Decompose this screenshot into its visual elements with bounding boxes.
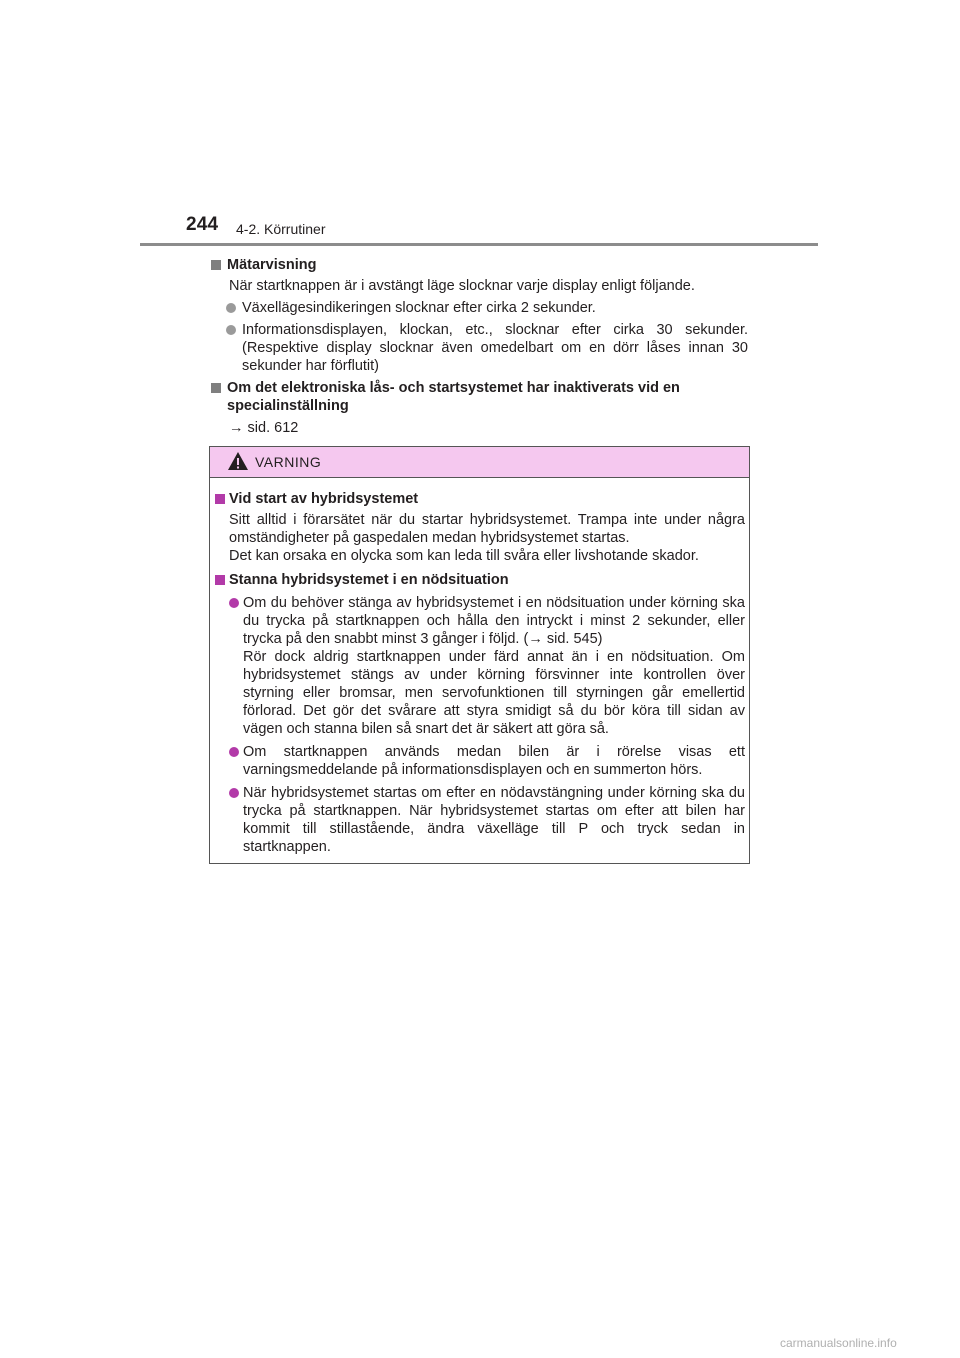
warning-section-heading-text: Vid start av hybridsystemet [229,491,419,507]
square-bullet-icon [215,575,225,585]
main-content [210,253,748,437]
header-rule [140,243,818,246]
warning-title: VARNING [255,454,322,470]
circle-bullet-icon [229,788,239,798]
page-reference-text: sid. 612 [247,420,299,436]
list-item [215,743,745,779]
list-item-text: När hybridsystemet startas om efter en nödavstängning under körning ska du trycka på startknappen. När hybridsystemet startas om efter att bilen har kommit till stillastående, ändra växelläge till P och tryck sedan in startknappen. [243,785,745,855]
square-bullet-icon [211,383,221,393]
warning-section-heading-text: Stanna hybridsystemet i en nödsituation [229,572,509,588]
warning-section-heading [215,490,745,508]
list-item [210,321,748,375]
watermark: carmanualsonline.info [780,1336,897,1350]
list-item [210,299,748,317]
page-reference [210,419,748,437]
circle-bullet-icon [229,598,239,608]
list-item [215,594,745,738]
warning-body [210,478,749,856]
list-item-text: Rör dock aldrig startknappen under färd annat än i en nödsituation. Om hybridsystemet stängs av under körning försvinner inte kontrollen över styrning eller bromsar, men servofunktionen till styrningen går emellertid förlorad. Det gör det svårare att styra smidigt så du bör köra till sidan av vägen och stanna bilen så snart det är säkert att göra så. [243,649,745,737]
list-item-text: Om startknappen används medan bilen är i rörelse visas ett varningsmeddelande på informationsdisplayen och en summerton hörs. [243,744,745,778]
page-number: 244 [186,214,219,235]
lock-system-heading [210,379,748,415]
meter-heading [210,256,748,274]
section-title: 4-2. Körrutiner [236,221,326,237]
warning-line: Det kan orsaka en olycka som kan leda till svåra eller livshotande skador. [229,548,699,564]
circle-bullet-icon [226,303,236,313]
warning-line: Sitt alltid i förarsätet när du startar hybridsystemet. Trampa inte under några omständigheter på gaspedalen medan hybridsystemet startas. [229,512,745,546]
warning-section-heading [215,571,745,589]
square-bullet-icon [211,260,221,270]
warning-triangle-icon [227,451,249,471]
warning-box [209,446,750,864]
meter-intro: När startknappen är i avstängt läge slocknar varje display enligt följande. [229,278,695,294]
arrow-icon: → [229,420,244,436]
list-item-text: Växellägesindikeringen slocknar efter cirka 2 sekunder. [242,300,596,316]
warning-header [210,447,749,478]
meter-heading-text: Mätarvisning [227,257,317,273]
circle-bullet-icon [229,747,239,757]
circle-bullet-icon [226,325,236,335]
list-item [215,784,745,856]
lock-system-heading-text: Om det elektroniska lås- och startsystemet har inaktiverats vid en specialinställning [227,380,680,414]
list-item-text: Informationsdisplayen, klockan, etc., slocknar efter cirka 30 sekunder. (Respektive display slocknar även omedelbart om en dörr låses innan 30 sekunder har förflutit) [242,322,748,374]
list-item-text: Om du behöver stänga av hybridsystemet i en nödsituation under körning ska du trycka på startknappen och hålla den intryckt i minst 2 sekunder, eller trycka på den snabbt minst 3 gånger i följd. (→ sid. 545) [243,595,745,647]
warning-paragraph [215,511,745,565]
square-bullet-icon [215,494,225,504]
